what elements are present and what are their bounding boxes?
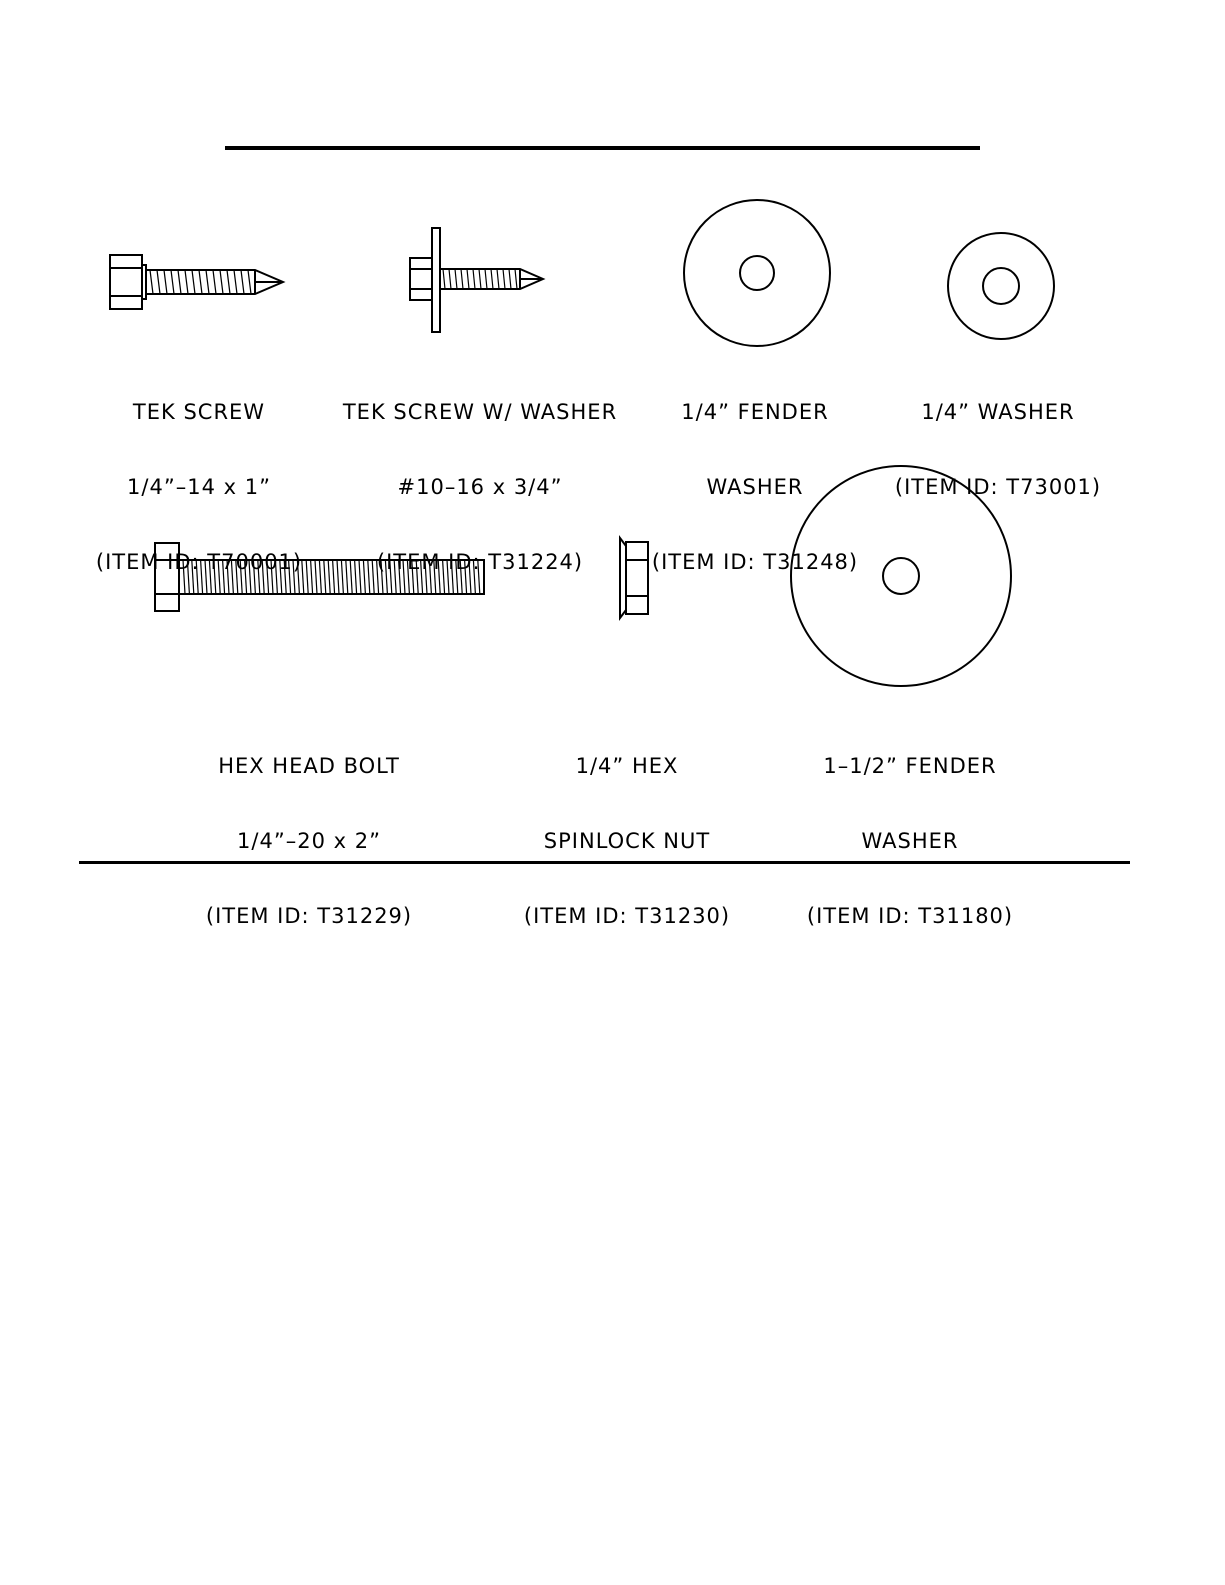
thread-line [192, 270, 195, 294]
thread-line [199, 270, 202, 294]
thread-line [328, 560, 330, 594]
thread-line [333, 560, 335, 594]
tek-screw-label [96, 350, 302, 600]
thread-line [185, 270, 188, 294]
thread-line [311, 560, 313, 594]
thread-line [220, 270, 223, 294]
label-line: (ITEM ID: T31229) [205, 904, 413, 928]
thread-line [157, 270, 160, 294]
thread-line [213, 270, 216, 294]
hex-head-bolt-label [206, 704, 412, 954]
thread-line [171, 270, 174, 294]
thread-line [178, 270, 181, 294]
label-line: #10–16 x 3/4” [397, 475, 563, 499]
thread-line [248, 270, 251, 294]
label-line: (ITEM ID: T70001) [95, 550, 303, 574]
thread-line [497, 269, 499, 289]
thread-line [306, 560, 308, 594]
tek-screw-washer-icon [405, 225, 550, 335]
label-line: WASHER [861, 829, 959, 853]
washer-quarter-icon [945, 230, 1057, 342]
thread-line [227, 270, 230, 294]
label-line: TEK SCREW W/ WASHER [342, 400, 618, 424]
thread-line [485, 269, 487, 289]
thread-line [461, 269, 463, 289]
label-line: HEX HEAD BOLT [218, 754, 400, 778]
thread-line [449, 269, 451, 289]
fender-washer-large-label [807, 704, 1013, 954]
thread-line [315, 560, 317, 594]
tek-screw-icon [105, 250, 290, 315]
thread-line [479, 269, 481, 289]
label-line: WASHER [706, 475, 804, 499]
label-line: 1/4”–20 x 2” [237, 829, 381, 853]
thread-line [467, 269, 469, 289]
thread-line [150, 270, 153, 294]
label-line: (ITEM ID: T31180) [806, 904, 1014, 928]
thread-line [206, 270, 209, 294]
thread-line [324, 560, 326, 594]
hex-spinlock-nut-label [524, 704, 730, 954]
washer-quarter-label [895, 350, 1101, 525]
thread-line [443, 269, 445, 289]
label-line: 1–1/2” FENDER [823, 754, 997, 778]
hex-spinlock-nut-icon [614, 532, 654, 624]
tek-screw-washer-label [343, 350, 617, 600]
label-line: (ITEM ID: T73001) [894, 475, 1102, 499]
thread-line [337, 560, 339, 594]
label-line: 1/4” HEX [575, 754, 679, 778]
label-line: 1/4” WASHER [921, 400, 1075, 424]
label-line: 1/4”–14 x 1” [127, 475, 271, 499]
thread-line [509, 269, 511, 289]
thread-line [515, 269, 517, 289]
label-line: (ITEM ID: T31248) [651, 550, 859, 574]
thread-line [234, 270, 237, 294]
thread-line [241, 270, 244, 294]
thread-line [491, 269, 493, 289]
thread-line [473, 269, 475, 289]
label-line: 1/4” FENDER [681, 400, 829, 424]
fender-washer-quarter-label [652, 350, 858, 600]
thread-line [319, 560, 321, 594]
fender-washer-quarter-icon [680, 196, 834, 350]
label-line: (ITEM ID: T31224) [376, 550, 584, 574]
thread-line [164, 270, 167, 294]
label-line: (ITEM ID: T31230) [523, 904, 731, 928]
label-line: TEK SCREW [132, 400, 266, 424]
label-line: SPINLOCK NUT [543, 829, 711, 853]
thread-line [503, 269, 505, 289]
thread-line [455, 269, 457, 289]
top-divider [225, 146, 980, 150]
